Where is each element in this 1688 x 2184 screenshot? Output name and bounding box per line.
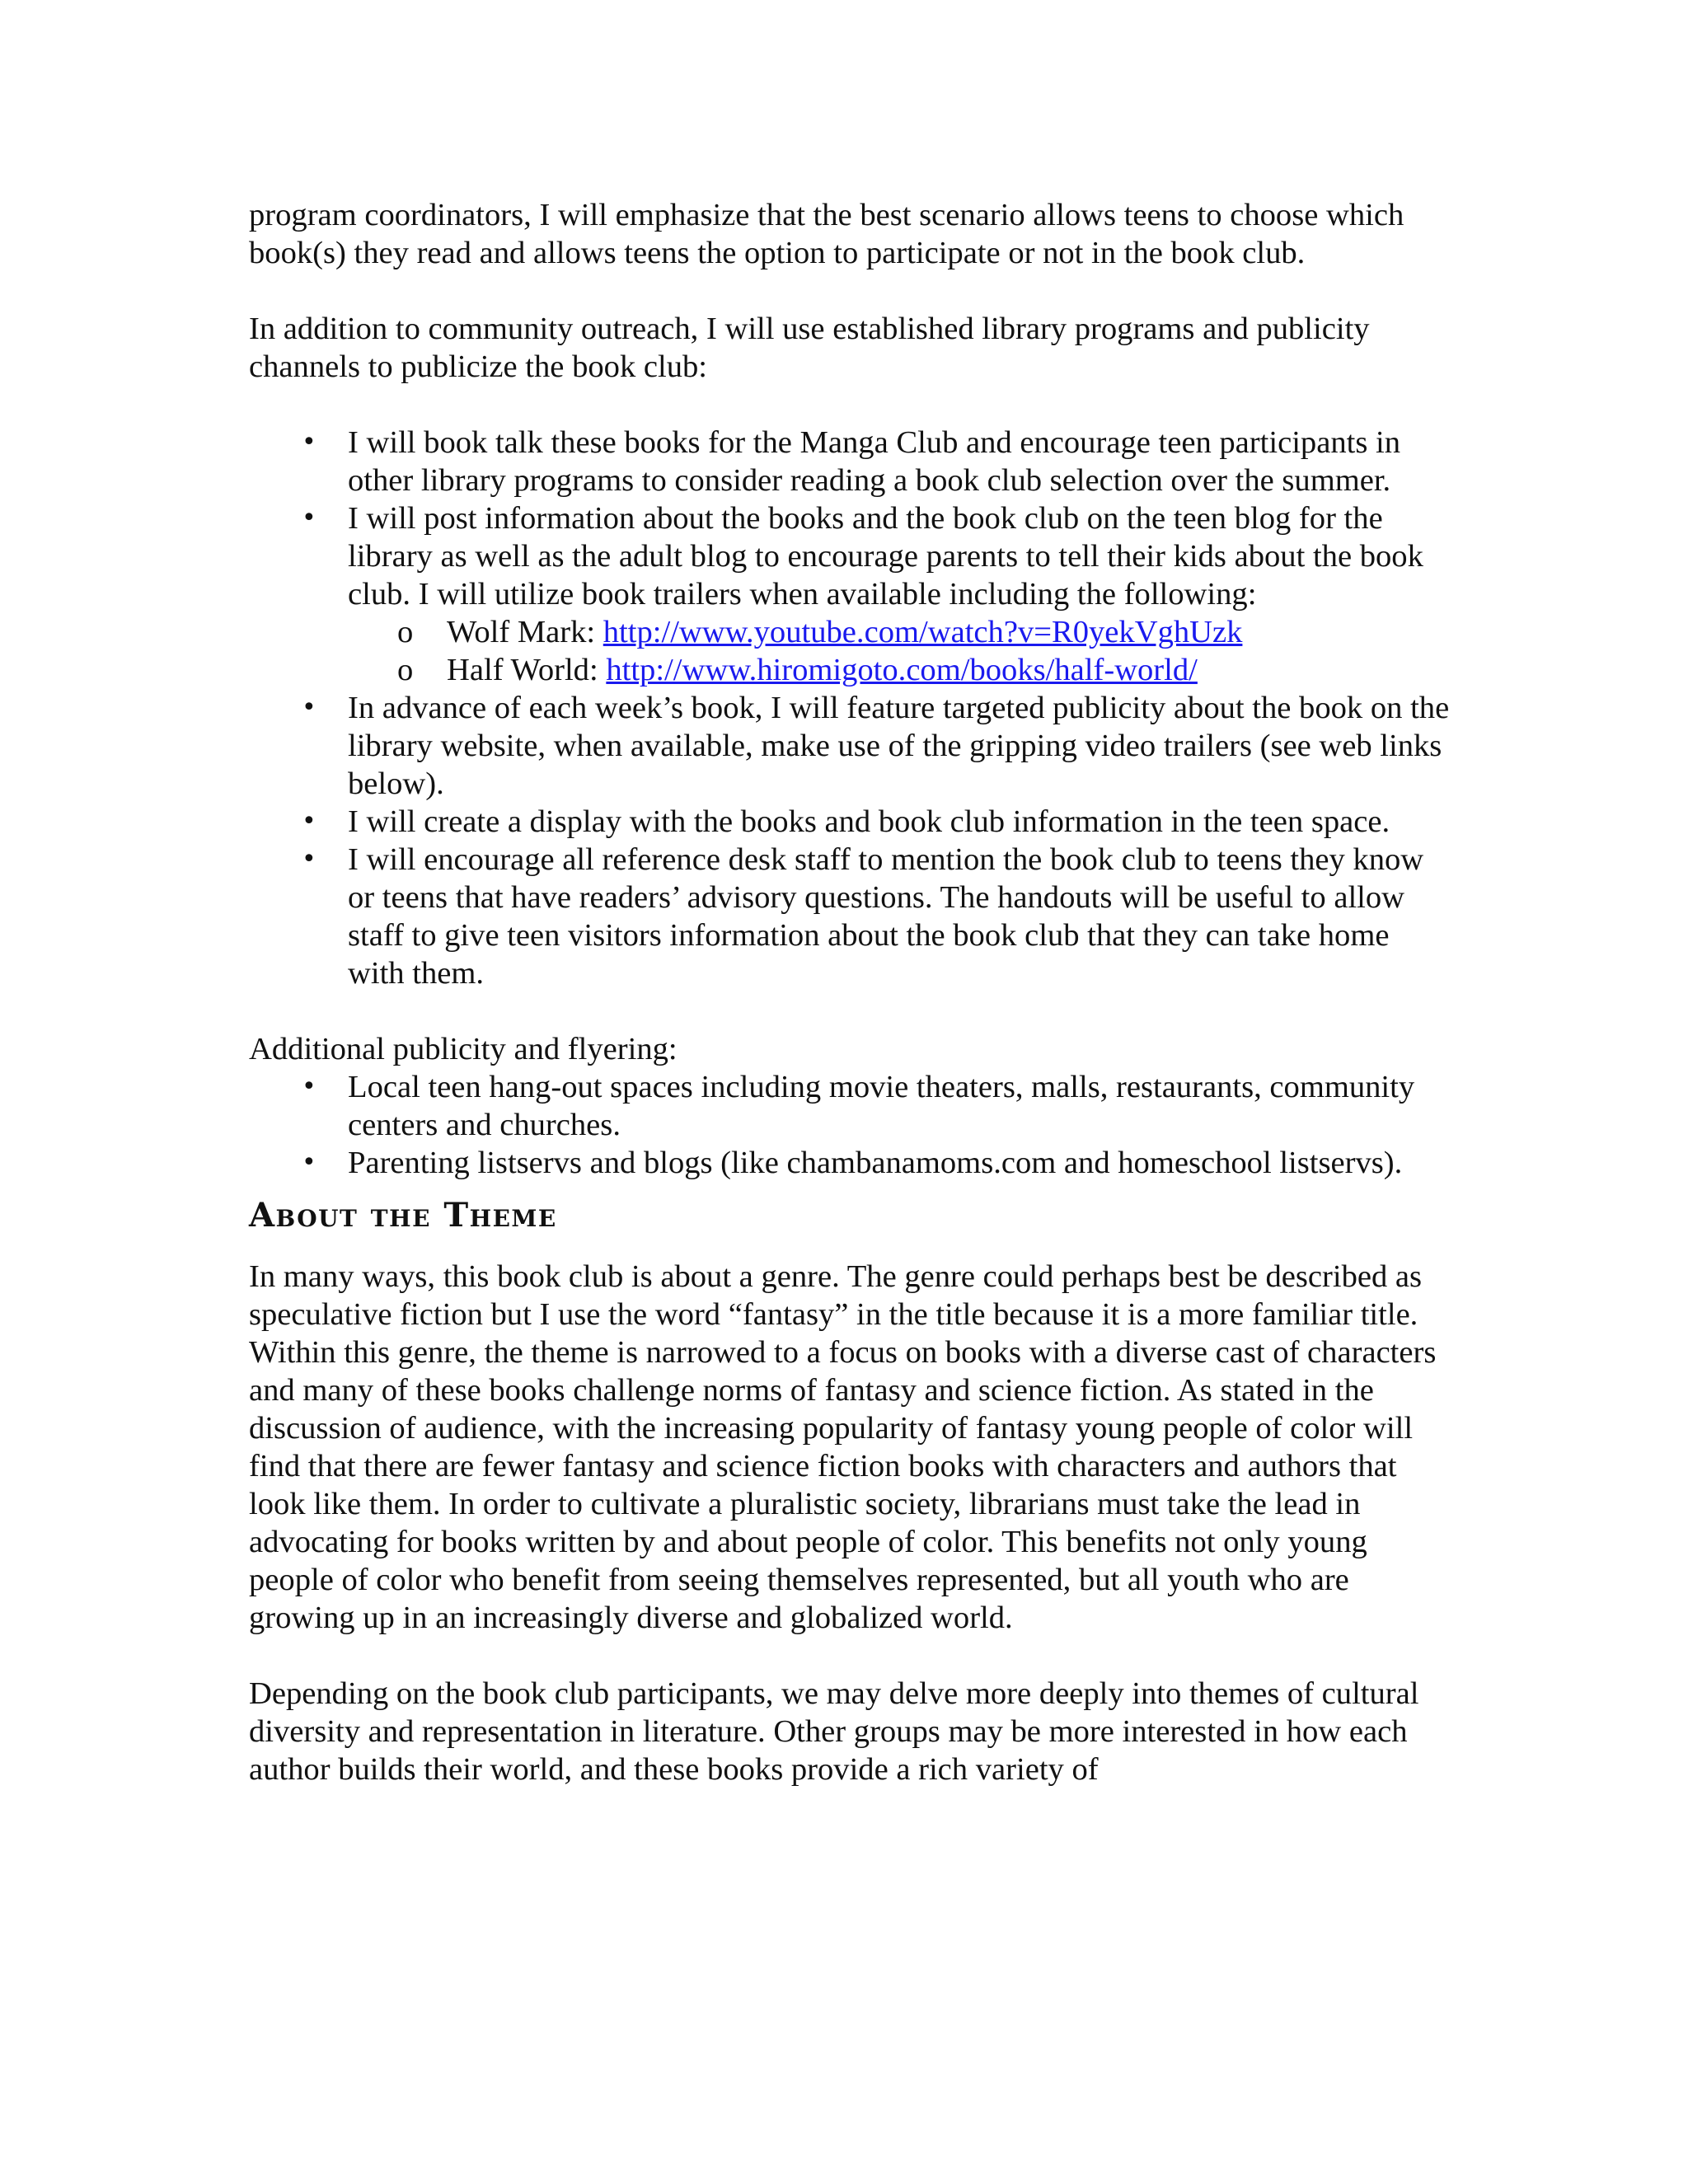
intro-paragraph: program coordinators, I will emphasize that the best scenario allows teens to choose which book(s) they read and allows teens the option to participate or not in the book club.	[249, 198, 1404, 270]
theme-paragraph-1: In many ways, this book club is about a genre. The genre could perhaps best be described as speculative fiction but I use the word “fantasy” in the title because it is a more familiar title. Within this genre, the theme is narrowed to a focus on books with a diverse cast of characters and many of these books challenge norms of fantasy and science fiction. As stated in the discussion of audience, with the increasing popularity of fantasy young people of color will find that there are fewer fantasy and science fiction books with characters and authors that look like them. In order to cultivate a pluralistic society, librarians must take the lead in advocating for books written by and about people of color. This benefits not only young people of color who benefit from seeing themselves represented, but all youth who are growing up in an increasingly diverse and globalized world.	[249, 1259, 1437, 1635]
bullet-icon: •	[302, 428, 316, 457]
half-world-trailer-link[interactable]: http://www.hiromigoto.com/books/half-world/	[606, 653, 1198, 687]
list-item	[249, 1068, 1452, 1144]
list-item-text: I will create a display with the books and book club information in the teen space.	[348, 804, 1390, 839]
list-item-text: I will book talk these books for the Manga Club and encourage teen participants in other library programs to consider reading a book club selection over the summer.	[348, 425, 1401, 498]
list-item-text: I will post information about the books and the book club on the teen blog for the library as well as the adult blog to encourage parents to tell their kids about the book club. I will utilize book trailers when available including the following:	[348, 501, 1423, 612]
section-heading-about-the-theme: About the Theme	[249, 1196, 557, 1235]
list-item	[249, 499, 1452, 689]
additional-publicity-list	[249, 1068, 1452, 1182]
theme-paragraph-2: Depending on the book club participants, we may delve more deeply into themes of cultural diversity and representation in literature. Other groups may be more interested in how each author builds their world, and these books provide a rich variety of	[249, 1676, 1419, 1787]
list-item-text: I will encourage all reference desk staff to mention the book club to teens they know or teens that have readers’ advisory questions. The handouts will be useful to allow staff to give teen visitors information about the book club that they can take home with them.	[348, 842, 1424, 991]
circle-bullet-icon: o	[397, 615, 414, 649]
list-item-text: In advance of each week’s book, I will feature targeted publicity about the book on the library website, when available, make use of the gripping video trailers (see web links below).	[348, 691, 1450, 801]
publicity-list	[249, 424, 1452, 992]
wolf-mark-trailer-link[interactable]: http://www.youtube.com/watch?v=R0yekVghUzk	[603, 615, 1243, 649]
trailer-label: Wolf Mark:	[447, 615, 603, 649]
list-item	[249, 1144, 1452, 1182]
bullet-icon: •	[302, 504, 316, 532]
bullet-icon: •	[302, 1072, 316, 1101]
trailer-label: Half World:	[447, 653, 607, 687]
bullet-icon: •	[302, 693, 316, 722]
trailer-item	[348, 651, 1452, 689]
list-item-text: Parenting listservs and blogs (like chambanamoms.com and homeschool listservs).	[348, 1146, 1403, 1180]
document-page	[249, 196, 1452, 1788]
list-item	[249, 689, 1452, 803]
bullet-icon: •	[302, 807, 316, 836]
additional-publicity-heading: Additional publicity and flyering:	[249, 1032, 678, 1066]
trailer-item	[348, 613, 1452, 651]
list-item-text: Local teen hang-out spaces including movie theaters, malls, restaurants, community centers and churches.	[348, 1070, 1415, 1142]
bullet-icon: •	[302, 1148, 316, 1177]
publicity-intro-paragraph: In addition to community outreach, I will use established library programs and publicity channels to publicize the book club:	[249, 312, 1370, 384]
list-item	[249, 841, 1452, 992]
trailer-sublist	[348, 613, 1452, 689]
list-item	[249, 424, 1452, 499]
bullet-icon: •	[302, 845, 316, 874]
circle-bullet-icon: o	[397, 653, 414, 687]
list-item	[249, 803, 1452, 841]
